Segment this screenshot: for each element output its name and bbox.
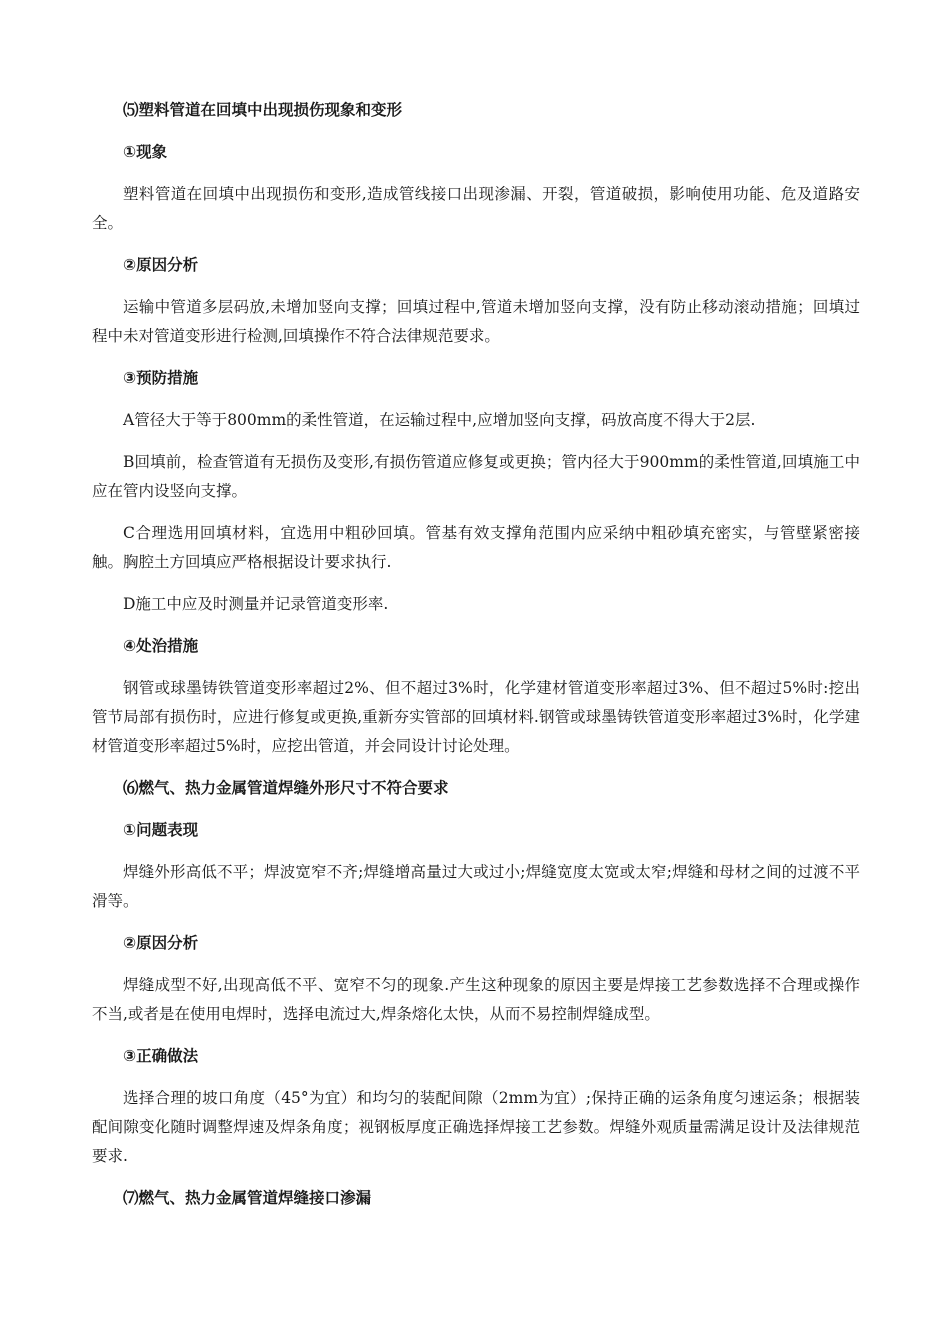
subheading-phenomenon: ①现象 [123,143,168,161]
subheading-cause-analysis-2: ②原因分析 [123,934,199,952]
section-heading-6: ⑹燃气、热力金属管道焊缝外形尺寸不符合要求 [123,779,449,797]
paragraph-cause-analysis: 运输中管道多层码放,未增加竖向支撑；回填过程中,管道未增加竖向支撑，没有防止移动滚动措施；回填过程中未对管道变形进行检测,回填操作不符合法律规范要求。 [92,298,860,345]
subheading-cause-analysis: ②原因分析 [123,256,199,274]
paragraph-problem: 焊缝外形高低不平；焊波宽窄不齐;焊缝增高量过大或过小;焊缝宽度太宽或太窄;焊缝和母材之间的过渡不平滑等。 [92,863,860,910]
subheading-treatment: ④处治措施 [123,637,199,655]
paragraph-correct-method: 选择合理的坡口角度（45°为宜）和均匀的装配间隙（2mm为宜）;保持正确的运条角度匀速运条；根据装配间隙变化随时调整焊速及焊条角度；视钢板厚度正确选择焊接工艺参数。焊缝外观质量需满足设计及法律规范要求. [92,1089,860,1165]
document-page [92,96,860,1226]
subheading-correct-method: ③正确做法 [123,1047,199,1065]
paragraph-prevention-c: C合理选用回填材料，宜选用中粗砂回填。管基有效支撑角范围内应采纳中粗砂填充密实，与管壁紧密接触。胸腔土方回填应严格根据设计要求执行. [92,524,860,571]
section-heading-5: ⑸塑料管道在回填中出现损伤现象和变形 [123,101,403,119]
paragraph-prevention-b: B回填前，检查管道有无损伤及变形,有损伤管道应修复或更换；管内径大于900mm的柔性管道,回填施工中应在管内设竖向支撑。 [92,453,860,500]
paragraph-cause-analysis-2: 焊缝成型不好,出现高低不平、宽窄不匀的现象.产生这种现象的原因主要是焊接工艺参数选择不合理或操作不当,或者是在使用电焊时，选择电流过大,焊条熔化太快，从而不易控制焊缝成型。 [92,976,860,1023]
subheading-prevention: ③预防措施 [123,369,199,387]
paragraph-prevention-d: D施工中应及时测量并记录管道变形率. [123,595,389,613]
paragraph-prevention-a: A管径大于等于800mm的柔性管道，在运输过程中,应增加竖向支撑，码放高度不得大于2层. [123,411,756,429]
subheading-problem: ①问题表现 [123,821,199,839]
paragraph-phenomenon: 塑料管道在回填中出现损伤和变形,造成管线接口出现渗漏、开裂，管道破损，影响使用功能、危及道路安全。 [92,185,860,232]
section-heading-7: ⑺燃气、热力金属管道焊缝接口渗漏 [123,1189,372,1207]
paragraph-treatment: 钢管或球墨铸铁管道变形率超过2%、但不超过3%时，化学建材管道变形率超过3%、但不超过5%时:挖出管节局部有损伤时，应进行修复或更换,重新夯实管部的回填材料.钢管或球墨铸铁管道变形率超过3%时，化学建材管道变形率超过5%时，应挖出管道，并会同设计讨论处理。 [92,679,860,755]
